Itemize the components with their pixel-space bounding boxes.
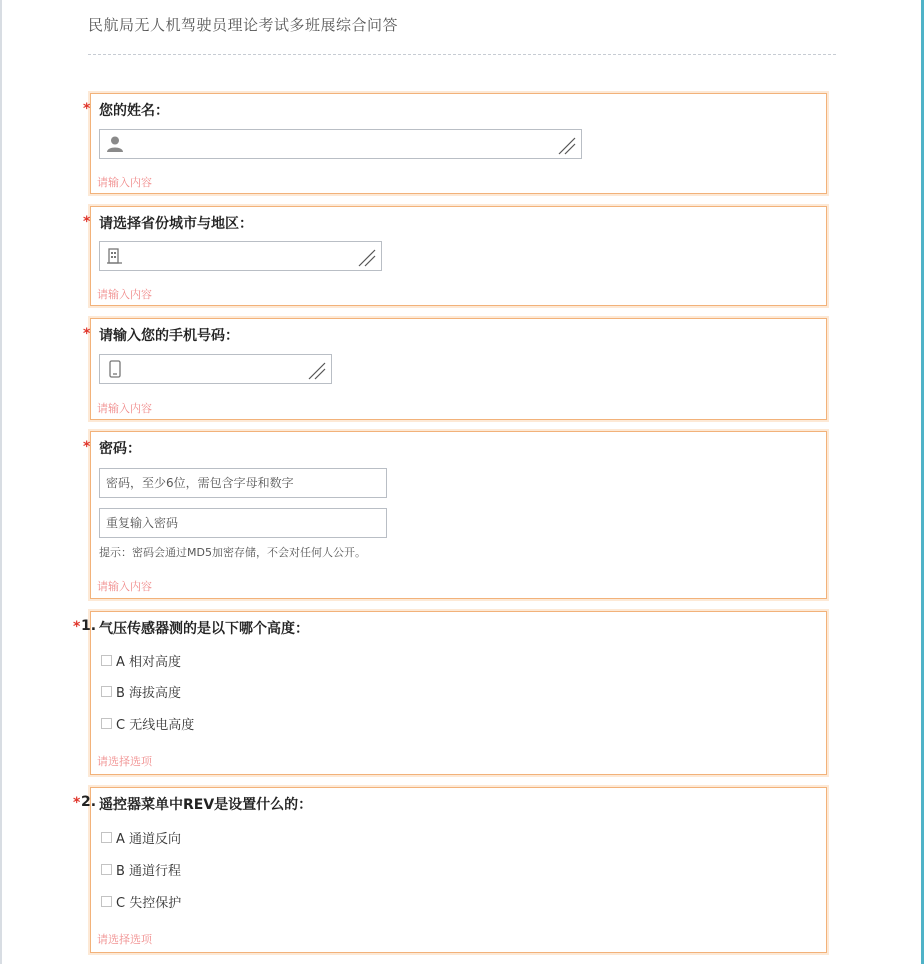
checkbox-icon[interactable] <box>101 896 112 907</box>
city-label: 请选择省份城市与地区： <box>99 216 253 232</box>
phone-icon <box>106 360 124 378</box>
question-error-hint: 请选择选项 <box>97 933 152 946</box>
question-number: 1. <box>81 618 97 634</box>
password-error-hint: 请输入内容 <box>97 580 152 593</box>
password-confirm-input[interactable] <box>99 508 387 538</box>
option-checkbox[interactable] <box>101 714 194 732</box>
question-number: 2. <box>81 794 97 810</box>
option-label: C 失控保护 <box>116 895 182 911</box>
city-error-hint: 请输入内容 <box>97 288 152 301</box>
required-mark: * <box>83 326 91 342</box>
required-mark: * <box>83 439 91 455</box>
name-error-hint: 请输入内容 <box>97 176 152 189</box>
resize-handle-icon[interactable] <box>305 359 327 381</box>
question-card-2 <box>73 787 827 953</box>
name-field-card <box>83 93 827 194</box>
option-checkbox[interactable] <box>101 892 181 910</box>
phone-input[interactable] <box>99 354 332 384</box>
option-checkbox[interactable] <box>101 682 181 700</box>
required-mark: * <box>83 101 91 117</box>
checkbox-icon[interactable] <box>101 686 112 697</box>
phone-field-card <box>83 318 827 420</box>
building-icon <box>106 247 124 265</box>
title-divider <box>88 54 836 55</box>
resize-handle-icon[interactable] <box>555 134 577 156</box>
checkbox-icon[interactable] <box>101 718 112 729</box>
name-input[interactable] <box>99 129 582 159</box>
password-input[interactable] <box>99 468 387 498</box>
phone-label: 请输入您的手机号码： <box>99 328 239 344</box>
resize-handle-icon[interactable] <box>355 246 377 268</box>
required-mark: * <box>73 795 81 811</box>
required-mark: * <box>83 214 91 230</box>
survey-title: 民航局无人机驾驶员理论考试多班展综合问答 <box>88 16 399 34</box>
phone-error-hint: 请输入内容 <box>97 402 152 415</box>
question-text: 气压传感器测的是以下哪个高度： <box>99 621 309 637</box>
checkbox-icon[interactable] <box>101 655 112 666</box>
checkbox-icon[interactable] <box>101 832 112 843</box>
name-label: 您的姓名： <box>99 103 169 119</box>
option-checkbox[interactable] <box>101 828 181 846</box>
password-field-card <box>83 431 827 599</box>
city-field-card <box>83 206 827 306</box>
question-text: 遥控器菜单中REV是设置什么的： <box>99 797 313 813</box>
option-label: B 通道行程 <box>116 863 182 879</box>
checkbox-icon[interactable] <box>101 864 112 875</box>
option-checkbox[interactable] <box>101 651 181 669</box>
person-icon <box>106 135 124 153</box>
option-checkbox[interactable] <box>101 860 181 878</box>
option-label: C 无线电高度 <box>116 717 195 733</box>
page-left-border <box>0 0 2 964</box>
city-input[interactable] <box>99 241 382 271</box>
option-label: A 相对高度 <box>116 654 182 670</box>
option-label: A 通道反向 <box>116 831 182 847</box>
question-card-1 <box>73 611 827 775</box>
option-label: B 海拔高度 <box>116 685 182 701</box>
question-error-hint: 请选择选项 <box>97 755 152 768</box>
password-tip: 提示：密码会通过MD5加密存储，不会对任何人公开。 <box>99 546 366 559</box>
required-mark: * <box>73 619 81 635</box>
password-label: 密码： <box>99 441 141 457</box>
